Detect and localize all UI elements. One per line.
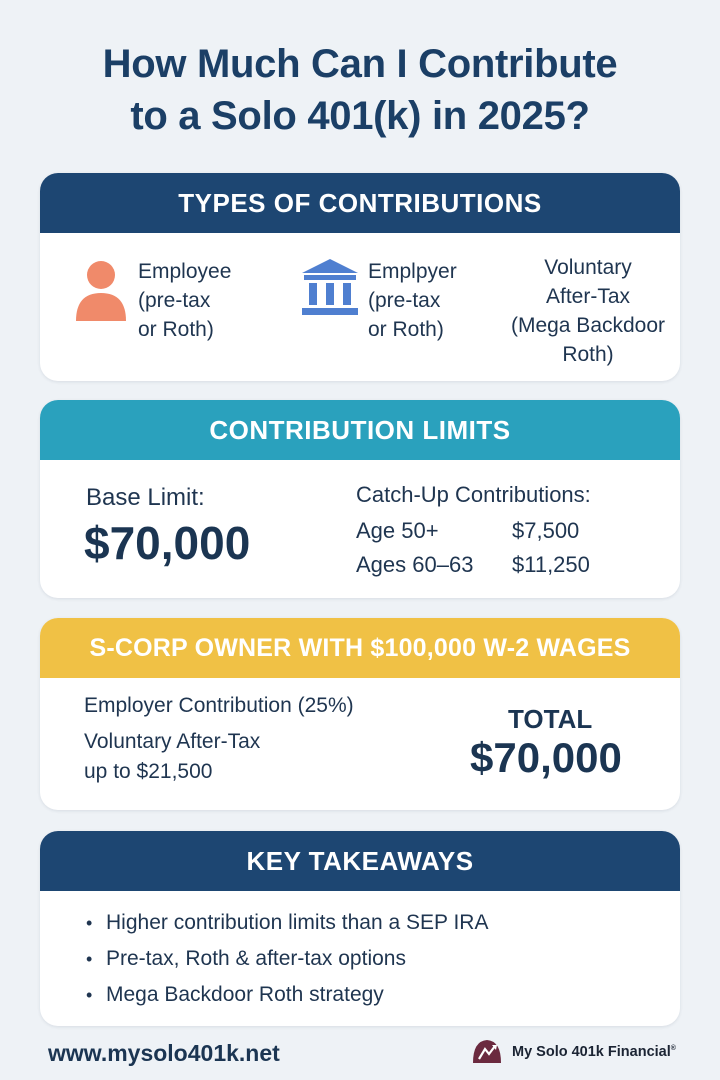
voluntary-limit-line: up to $21,500	[84, 760, 213, 783]
base-limit-label: Base Limit:	[86, 484, 205, 511]
takeaways-card-body	[40, 891, 680, 1026]
type-line: (Mega Backdoor	[510, 314, 666, 337]
limits-card-header: CONTRIBUTION LIMITS	[40, 400, 680, 460]
bullet-icon: •	[86, 985, 93, 1005]
total-label: TOTAL	[508, 704, 593, 734]
catchup-row	[356, 552, 590, 578]
type-line: (pre-tax	[138, 289, 211, 312]
bank-icon	[300, 257, 360, 317]
title-line-2: to a Solo 401(k) in 2025?	[130, 94, 590, 138]
brand-logo	[470, 1036, 708, 1068]
types-card-header: TYPES OF CONTRIBUTIONS	[40, 173, 680, 233]
type-line: Employee	[138, 260, 232, 283]
brand-name-text: My Solo 401k Financial	[512, 1044, 671, 1060]
type-line: Emplpyer	[368, 260, 457, 283]
type-line: or Roth)	[138, 318, 214, 341]
voluntary-type-text	[498, 253, 678, 369]
type-line: Roth)	[562, 343, 614, 366]
list-item	[86, 941, 680, 977]
list-item	[86, 905, 680, 941]
takeaway-text: Higher contribution limits than a SEP IRA	[106, 911, 489, 934]
takeaway-text: Pre-tax, Roth & after-tax options	[106, 947, 406, 970]
s-corp-example-card	[40, 618, 680, 810]
catchup-amount: $11,250	[512, 552, 590, 577]
title-line-1: How Much Can I Contribute	[102, 42, 618, 86]
limits-card-body	[40, 460, 680, 598]
catchup-amount: $7,500	[512, 518, 580, 543]
type-line: (pre-tax	[368, 289, 441, 312]
voluntary-aftertax-line: Voluntary After-Tax	[84, 730, 261, 753]
type-line: Voluntary	[544, 256, 632, 279]
list-item	[86, 977, 680, 1013]
brand-name	[512, 1044, 676, 1060]
person-icon	[74, 259, 128, 321]
catchup-age-label: Ages 60–63	[356, 552, 474, 577]
logo-mark-icon	[470, 1037, 504, 1067]
catchup-row	[356, 518, 579, 544]
takeaways-card-header: KEY TAKEAWAYS	[40, 831, 680, 891]
key-takeaways-card	[40, 831, 680, 1026]
bullet-icon: •	[86, 949, 93, 969]
employee-type-text	[138, 257, 231, 344]
employer-type-text	[368, 257, 457, 344]
contribution-limits-card	[40, 400, 680, 598]
scorp-card-header: S-CORP OWNER WITH $100,000 W-2 WAGES	[40, 618, 680, 678]
takeaway-text: Mega Backdoor Roth strategy	[106, 983, 384, 1006]
catchup-age-label: Age 50+	[356, 518, 439, 543]
takeaways-list	[86, 905, 680, 1013]
registered-mark: ®	[670, 1045, 676, 1053]
types-card-body	[40, 233, 680, 381]
type-line: or Roth)	[368, 318, 444, 341]
employer-contribution-line: Employer Contribution (25%)	[84, 694, 354, 717]
type-line: After-Tax	[545, 285, 631, 308]
types-of-contributions-card	[40, 173, 680, 381]
page-title	[0, 38, 720, 142]
base-limit-value: $70,000	[84, 517, 251, 569]
website-url[interactable]: www.mysolo401k.net	[48, 1040, 280, 1066]
bullet-icon: •	[86, 913, 93, 933]
scorp-card-body	[40, 678, 680, 810]
catchup-title: Catch-Up Contributions:	[356, 482, 591, 507]
total-value: $70,000	[470, 734, 622, 781]
